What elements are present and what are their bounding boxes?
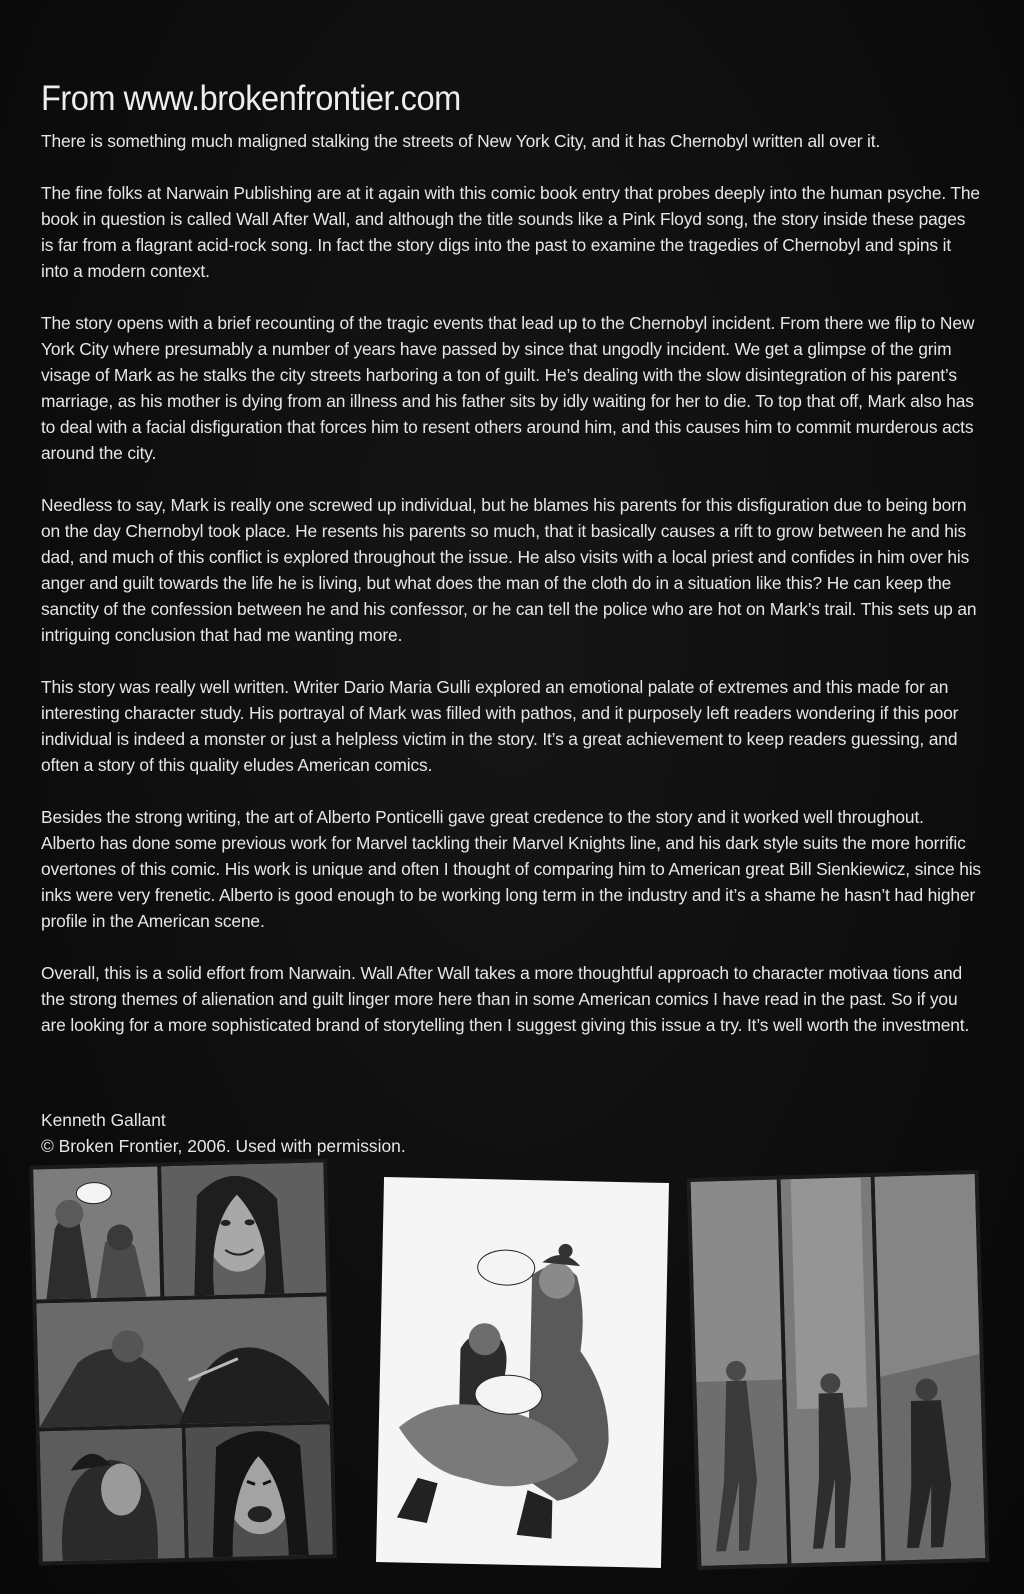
- comic-panel: [40, 1428, 185, 1561]
- article-body: [41, 128, 981, 1064]
- screaming-face-illustration: [186, 1424, 333, 1557]
- walking-figure-illustration: [875, 1174, 986, 1561]
- page-title: From www.brokenfrontier.com: [41, 79, 461, 119]
- comic-panel: [186, 1424, 333, 1557]
- copyright-notice: © Broken Frontier, 2006. Used with permission.: [41, 1136, 406, 1156]
- comic-page-center: [376, 1177, 669, 1568]
- paragraph: This story was really well written. Writer Dario Maria Gulli explored an emotional palate of extremes and this made for an interesting character study. His portrayal of Mark was filled with pathos, and it purposely left readers wondering if this poor individual is indeed a monster or just a helpless victim in the story. It’s a great achievement to keep readers guessing, and often a story of this quality eludes American comics.: [41, 677, 959, 775]
- walking-figure-illustration: [691, 1180, 788, 1566]
- author-name: Kenneth Gallant: [41, 1110, 166, 1130]
- comic-panel: [37, 1296, 330, 1427]
- paragraph: There is something much maligned stalking the streets of New York City, and it has Chernobyl written all over it.: [41, 131, 881, 151]
- walking-figure-illustration: [781, 1177, 882, 1563]
- comic-page-right: [687, 1170, 990, 1570]
- paragraph: Needless to say, Mark is really one screwed up individual, but he blames his parents for this disfiguration due to being born on the day Chernobyl took place. He resents his parents so much, that it basically causes a rift to grow between he and his dad, and much of this conflict is explored throughout the issue. He also visits with a local priest and confides in him over his anger and guilt towards the life he is living, but what does the man of the cloth do in a situation like this? He can keep the sanctity of the confession between he and his confessor, or he can tell the police who are hot on Mark’s trail. This sets up an intriguing conclusion that had me wanting more.: [41, 495, 977, 645]
- comic-panel: [161, 1163, 326, 1297]
- comic-panel: [691, 1180, 788, 1566]
- paragraph: The fine folks at Narwain Publishing are at it again with this comic book entry that probes deeply into the human psyche. The book in question is called Wall After Wall, and although the title sounds like a Pink Floyd song, the story inside these pages is far from a flagrant acid-rock song. In fact the story digs into the past to examine the tragedies of Chernobyl and spins it into a modern context.: [41, 183, 980, 281]
- comic-panel: [781, 1177, 882, 1563]
- paragraph: Overall, this is a solid effort from Narwain. Wall After Wall takes a more thoughtful approach to character motivaa tions and the strong themes of alienation and guilt linger more here than in some American comics I have read in the past. So if you are looking for a more sophisticated brand of storytelling then I suggest giving this issue a try. It’s well worth the investment.: [41, 963, 970, 1035]
- paragraph: Besides the strong writing, the art of Alberto Ponticelli gave great credence to the story and it worked well throughout. Alberto has done some previous work for Marvel tackling their Marvel Knights line, and his dark style suits the more horrific overtones of this comic. His work is unique and often I thought of comparing him to American great Bill Sienkiewicz, since his inks were very frenetic. Alberto is good enough to be working long term in the industry and it’s a shame he hasn’t had higher profile in the American scene.: [41, 807, 981, 931]
- seated-couple-illustration: [376, 1177, 669, 1568]
- comic-panel: [33, 1167, 160, 1300]
- comic-panel: [875, 1174, 986, 1561]
- struggle-scene-illustration: [37, 1296, 330, 1427]
- woman-face-illustration: [161, 1163, 326, 1297]
- byline: [41, 1107, 406, 1159]
- comic-page-left: [29, 1158, 337, 1565]
- paragraph: The story opens with a brief recounting of the tragic events that lead up to the Chernobyl incident. From there we flip to New York City where presumably a number of years have passed by since that ungodly incident. We get a glimpse of the grim visage of Mark as he stalks the city streets harboring a ton of guilt. He’s dealing with the slow disintegration of his parent’s marriage, as his mother is dying from an illness and his father sits by idly waiting for her to die. To top that off, Mark also has to deal with a facial disfiguration that forces him to resent others around him, and this causes him to commit murderous acts around the city.: [41, 313, 975, 463]
- embrace-illustration: [40, 1428, 185, 1561]
